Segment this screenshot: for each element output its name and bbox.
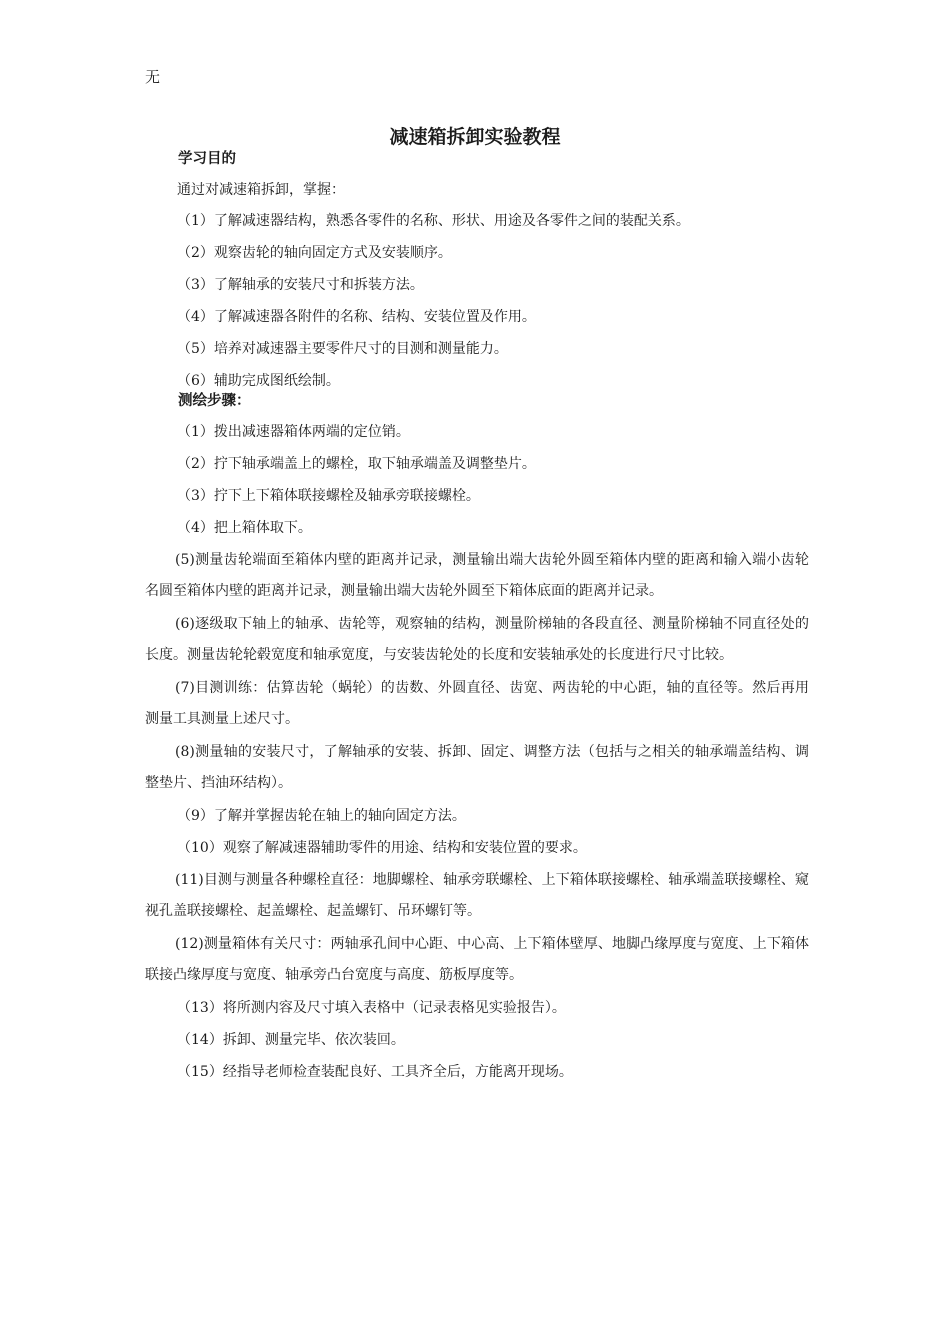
step-item: (7)目测训练：估算齿轮（蜗轮）的齿数、外圆直径、齿宽、两齿轮的中心距，轴的直径等。然后再用测量工具测量上述尺寸。 [145, 680, 809, 727]
step-item: (6)逐级取下轴上的轴承、齿轮等，观察轴的结构，测量阶梯轴的各段直径、测量阶梯轴不同直径处的长度。测量齿轮轮毂宽度和轴承宽度，与安装齿轮处的长度和安装轴承处的长度进行尺寸比较。 [145, 616, 809, 663]
section-heading-objectives: 学习目的 [178, 151, 236, 167]
header-mark: 无 [145, 68, 161, 86]
step-item: （15）经指导老师检查装配良好、工具齐全后，方能离开现场。 [177, 1064, 573, 1080]
objective-item: （5）培养对减速器主要零件尺寸的目测和测量能力。 [177, 341, 508, 357]
step-item: （13）将所测内容及尺寸填入表格中（记录表格见实验报告）。 [177, 1000, 566, 1016]
objective-item: （4）了解减速器各附件的名称、结构、安装位置及作用。 [177, 309, 536, 325]
step-item: (11)目测与测量各种螺栓直径：地脚螺栓、轴承旁联螺栓、上下箱体联接螺栓、轴承端盖联接螺栓、窥视孔盖联接螺栓、起盖螺栓、起盖螺钉、吊环螺钉等。 [145, 872, 809, 919]
document-title: 减速箱拆卸实验教程 [389, 126, 561, 148]
step-item: （1）拨出减速器箱体两端的定位销。 [177, 424, 410, 440]
objective-item: （3）了解轴承的安装尺寸和拆装方法。 [177, 277, 424, 293]
objective-item: （1）了解减速器结构，熟悉各零件的名称、形状、用途及各零件之间的装配关系。 [177, 213, 690, 229]
step-item: (12)测量箱体有关尺寸：两轴承孔间中心距、中心高、上下箱体壁厚、地脚凸缘厚度与宽度、上下箱体联接凸缘厚度与宽度、轴承旁凸台宽度与高度、筋板厚度等。 [145, 936, 809, 983]
objective-item: （6）辅助完成图纸绘制。 [177, 373, 340, 389]
step-item: （3）拧下上下箱体联接螺栓及轴承旁联接螺栓。 [177, 488, 480, 504]
objectives-intro: 通过对减速箱拆卸，掌握： [177, 182, 345, 198]
step-item: （10）观察了解减速器辅助零件的用途、结构和安装位置的要求。 [177, 840, 587, 856]
section-heading-steps: 测绘步骤： [178, 393, 251, 409]
step-item: （9）了解并掌握齿轮在轴上的轴向固定方法。 [177, 808, 466, 824]
step-item: （2）拧下轴承端盖上的螺栓，取下轴承端盖及调整垫片。 [177, 456, 536, 472]
step-item: (8)测量轴的安装尺寸，了解轴承的安装、拆卸、固定、调整方法（包括与之相关的轴承端盖结构、调整垫片、挡油环结构）。 [145, 744, 809, 791]
objective-item: （2）观察齿轮的轴向固定方式及安装顺序。 [177, 245, 452, 261]
step-item: （14）拆卸、测量完毕、依次装回。 [177, 1032, 405, 1048]
step-item: (5)测量齿轮端面至箱体内壁的距离并记录，测量输出端大齿轮外圆至箱体内壁的距离和输入端小齿轮名圆至箱体内壁的距离并记录，测量输出端大齿轮外圆至下箱体底面的距离并记录。 [145, 552, 809, 599]
step-item: （4）把上箱体取下。 [177, 520, 312, 536]
objectives-list [145, 205, 809, 397]
steps-list [145, 415, 809, 1087]
document-body [145, 149, 809, 1087]
